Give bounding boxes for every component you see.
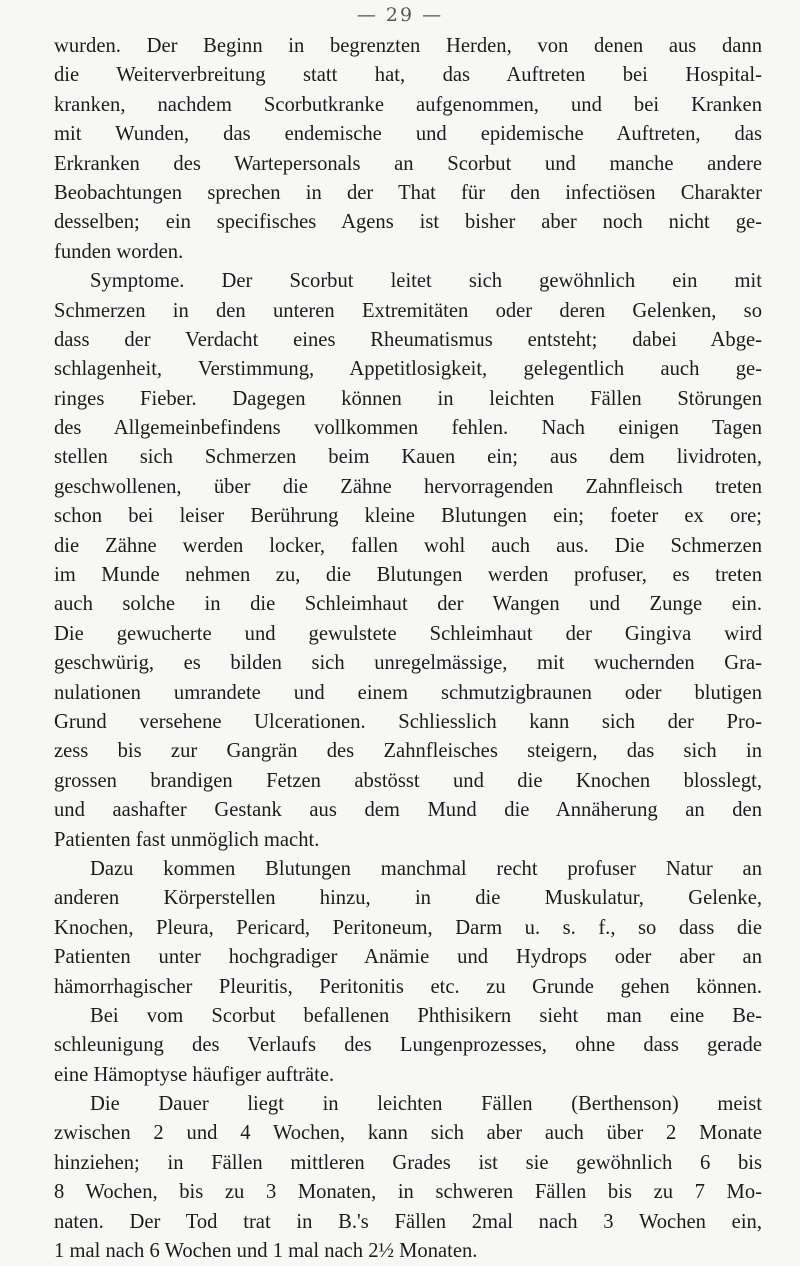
text-line: hinziehen; in Fällen mittleren Grades ist sie gewöhnlich 6 bis	[54, 1151, 762, 1174]
text-line: schon bei leiser Berührung kleine Blutungen ein; foeter ex ore;	[54, 505, 762, 528]
text-line: funden worden.	[54, 240, 184, 263]
text-line: im Munde nehmen zu, die Blutungen werden profuser, es treten	[54, 564, 762, 587]
text-line: Patienten unter hochgradiger Anämie und Hydrops oder aber an	[54, 946, 762, 969]
text-line: Dazu kommen Blutungen manchmal recht profuser Natur an	[90, 857, 762, 880]
text-line: schleunigung des Verlaufs des Lungenprozesses, ohne dass gerade	[54, 1034, 762, 1057]
text-line: eine Hämoptyse häufiger aufträte.	[54, 1063, 335, 1086]
text-line: naten. Der Tod trat in B.'s Fällen 2mal nach 3 Wochen ein,	[54, 1210, 762, 1233]
text-line: Die Dauer liegt in leichten Fällen (Berthenson) meist	[90, 1093, 762, 1116]
text-line: nulationen umrandete und einem schmutzigbraunen oder blutigen	[54, 681, 762, 704]
text-line: Beobachtungen sprechen in der That für den infectiösen Charakter	[54, 181, 762, 204]
text-line: Grund versehene Ulcerationen. Schliesslich kann sich der Pro-	[54, 710, 762, 733]
text-line: zess bis zur Gangrän des Zahnfleisches steigern, das sich in	[54, 740, 762, 763]
text-line: ringes Fieber. Dagegen können in leichten Fällen Störungen	[54, 387, 762, 410]
text-line: auch solche in die Schleimhaut der Wangen und Zunge ein.	[54, 593, 762, 616]
text-line: und aashafter Gestank aus dem Mund die Annäherung an den	[54, 799, 762, 822]
text-line: Patienten fast unmöglich macht.	[54, 828, 320, 851]
page-number: — 29 —	[356, 4, 444, 26]
text-line: Erkranken des Wartepersonals an Scorbut und manche andere	[54, 152, 762, 175]
text-line: die Zähne werden locker, fallen wohl auch aus. Die Schmerzen	[54, 534, 762, 557]
text-line: Symptome. Der Scorbut leitet sich gewöhnlich ein mit	[90, 270, 762, 293]
text-line: hämorrhagischer Pleuritis, Peritonitis etc. zu Grunde gehen können.	[54, 975, 762, 998]
text-line: dass der Verdacht eines Rheumatismus entsteht; dabei Abge-	[54, 328, 762, 351]
text-line: zwischen 2 und 4 Wochen, kann sich aber auch über 2 Monate	[54, 1122, 762, 1145]
text-line: geschwürig, es bilden sich unregelmässige, mit wuchernden Gra-	[54, 652, 762, 675]
text-line: wurden. Der Beginn in begrenzten Herden, von denen aus dann	[54, 35, 762, 57]
text-line: 8 Wochen, bis zu 3 Monaten, in schweren Fällen bis zu 7 Mo-	[54, 1181, 762, 1204]
text-line: anderen Körperstellen hinzu, in die Muskulatur, Gelenke,	[54, 887, 762, 910]
text-line: geschwollenen, über die Zähne hervorragenden Zahnfleisch treten	[54, 475, 762, 498]
text-line: stellen sich Schmerzen beim Kauen ein; aus dem lividroten,	[54, 446, 762, 469]
text-line: 1 mal nach 6 Wochen und 1 mal nach 2½ Monaten.	[54, 1240, 478, 1263]
text-line: schlagenheit, Verstimmung, Appetitlosigkeit, gelegentlich auch ge-	[54, 358, 762, 381]
text-line: mit Wunden, das endemische und epidemische Auftreten, das	[54, 123, 762, 146]
text-line: Die gewucherte und gewulstete Schleimhaut der Gingiva wird	[54, 622, 762, 645]
body-text	[54, 32, 762, 1266]
text-line: die Weiterverbreitung statt hat, das Auftreten bei Hospital-	[54, 64, 762, 87]
text-line: des Allgemeinbefindens vollkommen fehlen. Nach einigen Tagen	[54, 417, 762, 440]
text-line: grossen brandigen Fetzen abstösst und die Knochen blosslegt,	[54, 769, 762, 792]
text-line: desselben; ein specifisches Agens ist bisher aber noch nicht ge-	[54, 211, 762, 234]
text-line: Schmerzen in den unteren Extremitäten oder deren Gelenken, so	[54, 299, 762, 322]
text-line: kranken, nachdem Scorbutkranke aufgenommen, und bei Kranken	[54, 93, 762, 116]
text-line: Knochen, Pleura, Pericard, Peritoneum, Darm u. s. f., so dass die	[54, 916, 762, 939]
text-line: Bei vom Scorbut befallenen Phthisikern sieht man eine Be-	[90, 1004, 762, 1027]
